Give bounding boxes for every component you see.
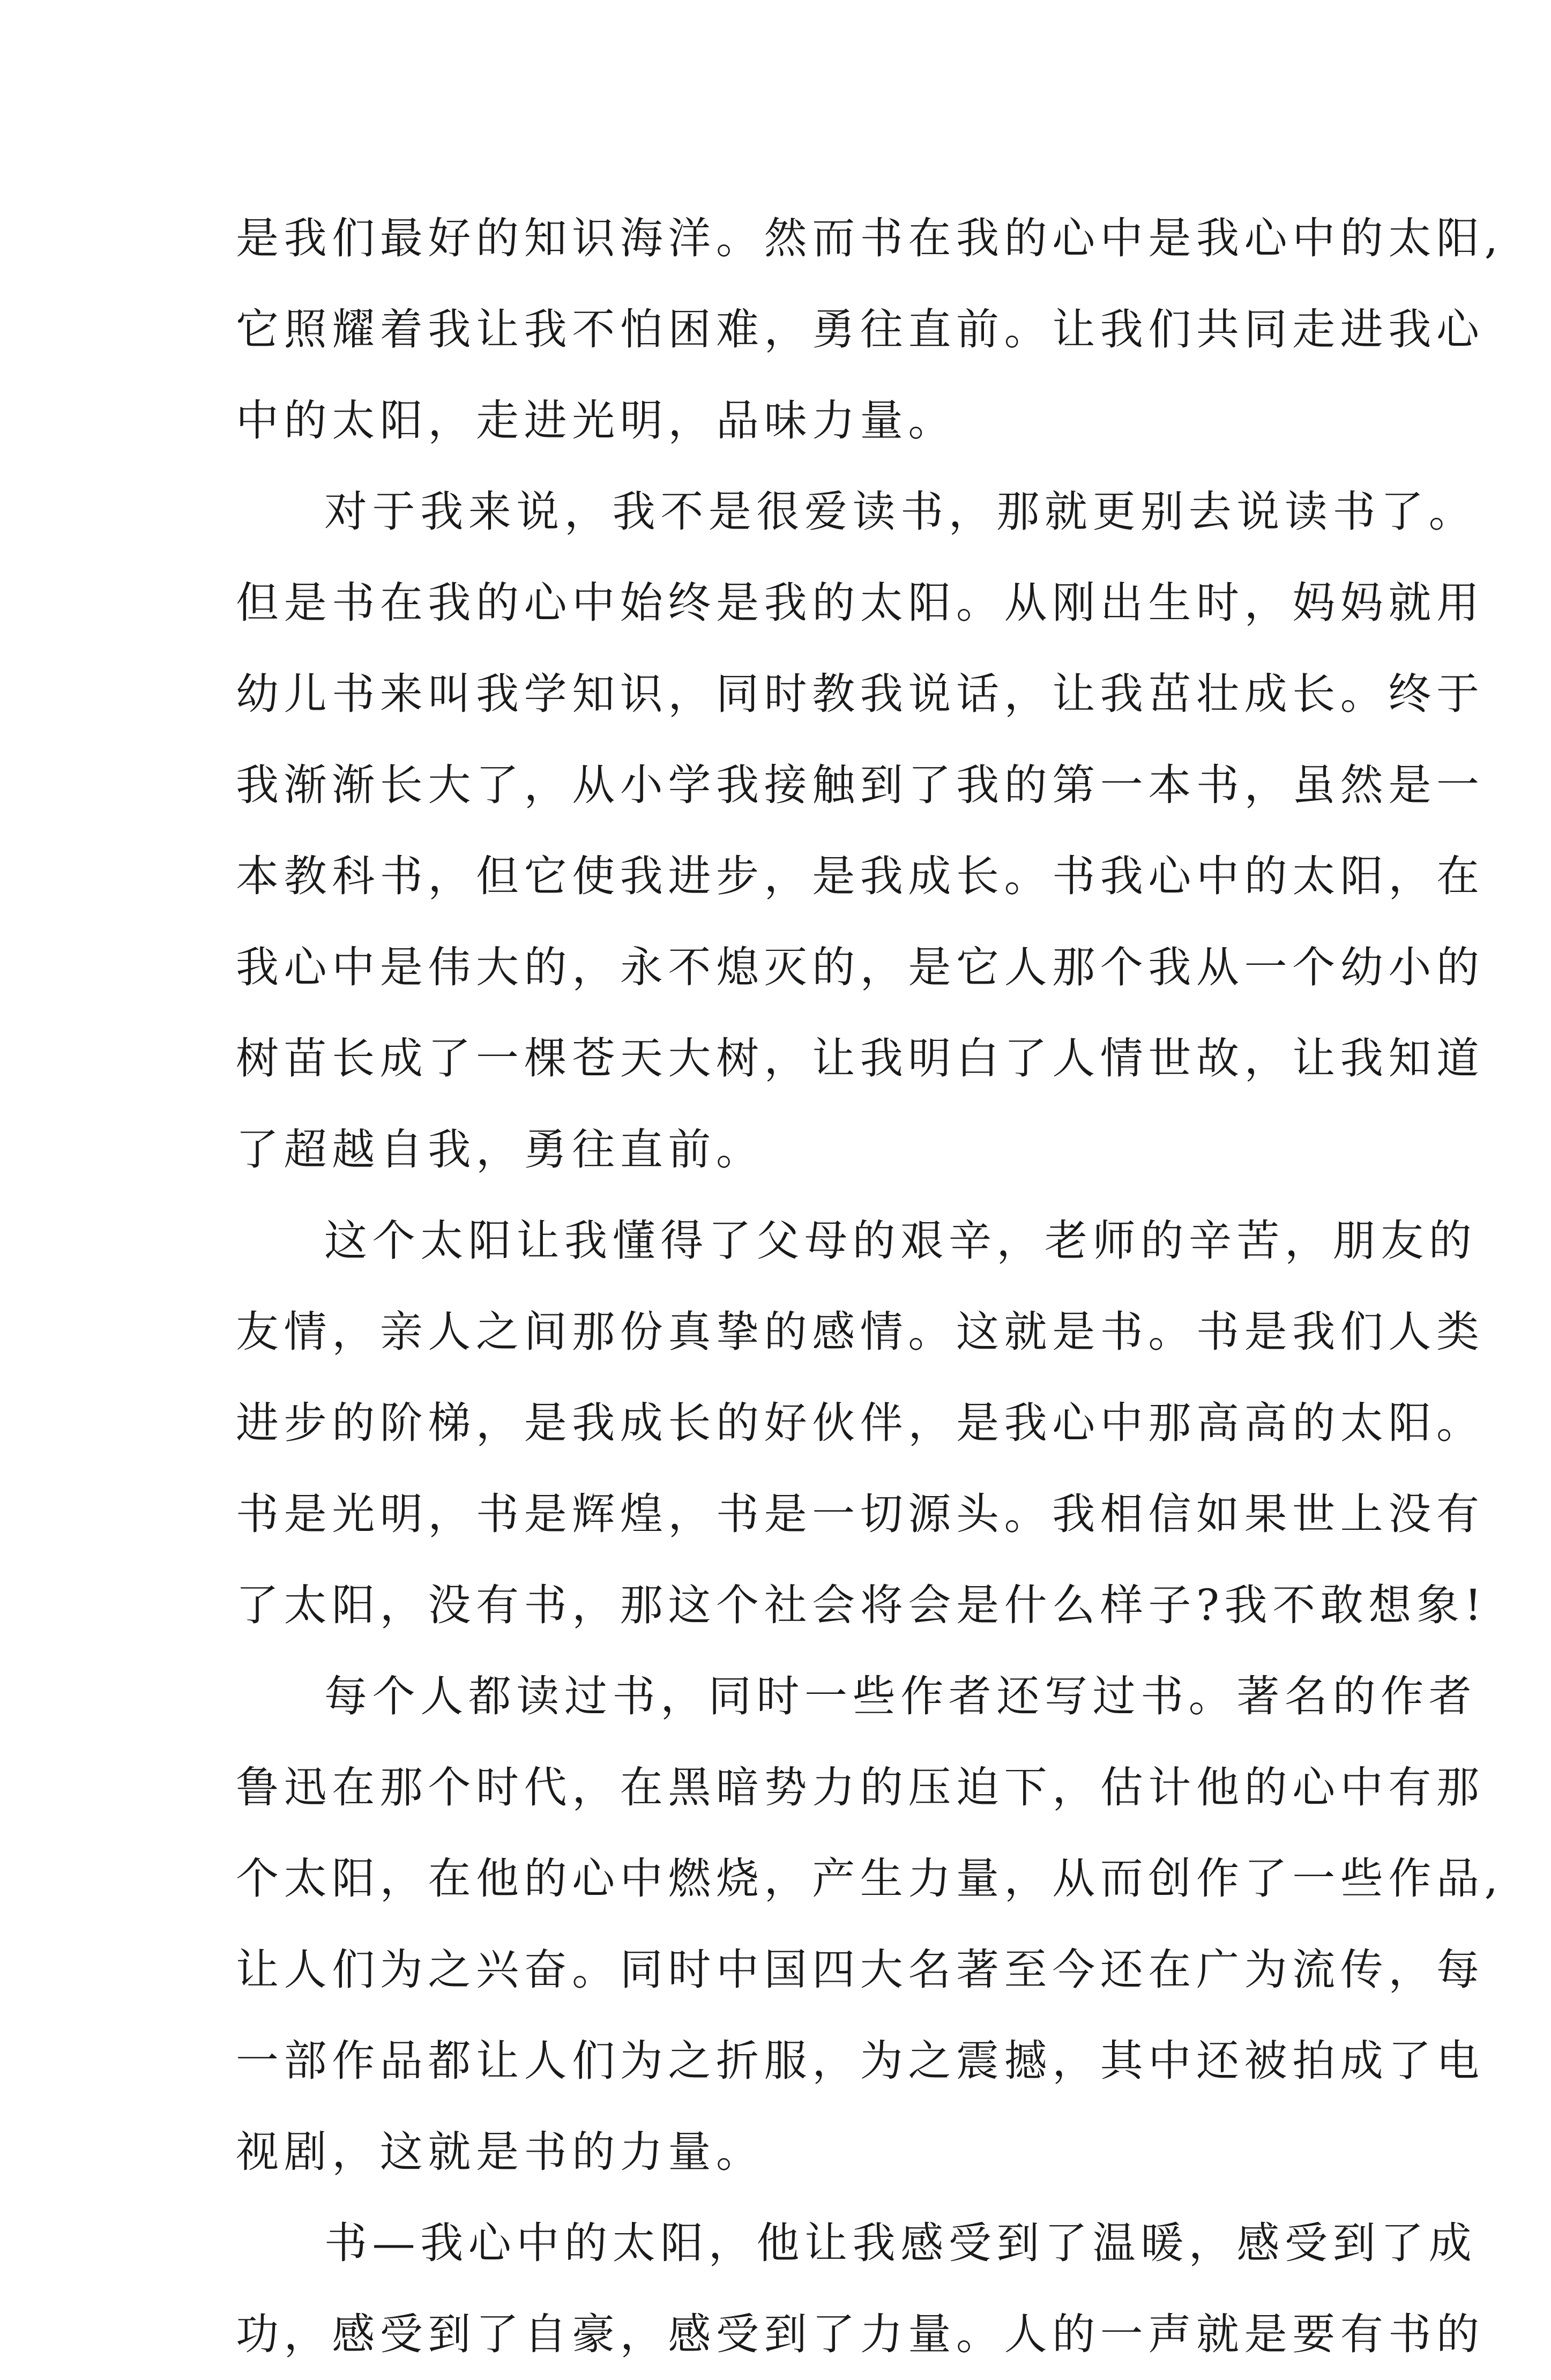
essay-body	[236, 193, 1503, 2380]
text-line: 进步的阶梯，是我成长的好伙伴，是我心中那高高的太阳。	[236, 1398, 1485, 1448]
text-line: 让人们为之兴奋。同时中国四大名著至今还在广为流传，每	[236, 1945, 1485, 1995]
text-line: 我渐渐长大了，从小学我接触到了我的第一本书，虽然是一	[236, 760, 1485, 810]
text-line: 鲁迅在那个时代，在黑暗势力的压迫下，估计他的心中有那	[236, 1762, 1485, 1812]
text-line: 幼儿书来叫我学知识，同时教我说话，让我茁壮成长。终于	[236, 669, 1485, 719]
text-line: 个太阳，在他的心中燃烧，产生力量，从而创作了一些作品,	[236, 1854, 1503, 1903]
text-line: 书是光明，书是辉煌，书是一切源头。我相信如果世上没有	[236, 1489, 1485, 1539]
text-line: 本教科书，但它使我进步，是我成长。书我心中的太阳，在	[236, 851, 1485, 901]
text-line: 一部作品都让人们为之折服，为之震撼，其中还被拍成了电	[236, 2036, 1485, 2086]
text-line: 了太阳，没有书，那这个社会将会是什么样子?我不敢想象!	[236, 1580, 1487, 1630]
text-line: 是我们最好的知识海洋。然而书在我的心中是我心中的太阳,	[236, 213, 1503, 263]
text-line: 视剧，这就是书的力量。	[236, 2127, 764, 2177]
text-line: 我心中是伟大的，永不熄灭的，是它人那个我从一个幼小的	[236, 942, 1485, 992]
text-line: 但是书在我的心中始终是我的太阳。从刚出生时，妈妈就用	[236, 578, 1485, 628]
text-line: 功，感受到了自豪，感受到了力量。人的一声就是要有书的	[236, 2309, 1485, 2359]
text-line: 它照耀着我让我不怕困难，勇往直前。让我们共同走进我心	[236, 304, 1485, 354]
paragraph-first-line: 每个人都读过书，同时一些作者还写过书。著名的作者	[324, 1671, 1477, 1721]
text-line: 中的太阳，走进光明，品味力量。	[236, 396, 956, 445]
text-line: 了超越自我，勇往直前。	[236, 1125, 764, 1174]
text-line: 树苗长成了一棵苍天大树，让我明白了人情世故，让我知道	[236, 1033, 1485, 1083]
paragraph-first-line: 书—我心中的太阳，他让我感受到了温暖，感受到了成	[324, 2218, 1477, 2268]
paragraph-first-line: 这个太阳让我懂得了父母的艰辛，老师的辛苦，朋友的	[324, 1216, 1477, 1266]
paragraph-first-line: 对于我来说，我不是很爱读书，那就更别去说读书了。	[324, 487, 1477, 537]
text-line: 友情，亲人之间那份真挚的感情。这就是书。书是我们人类	[236, 1307, 1485, 1357]
